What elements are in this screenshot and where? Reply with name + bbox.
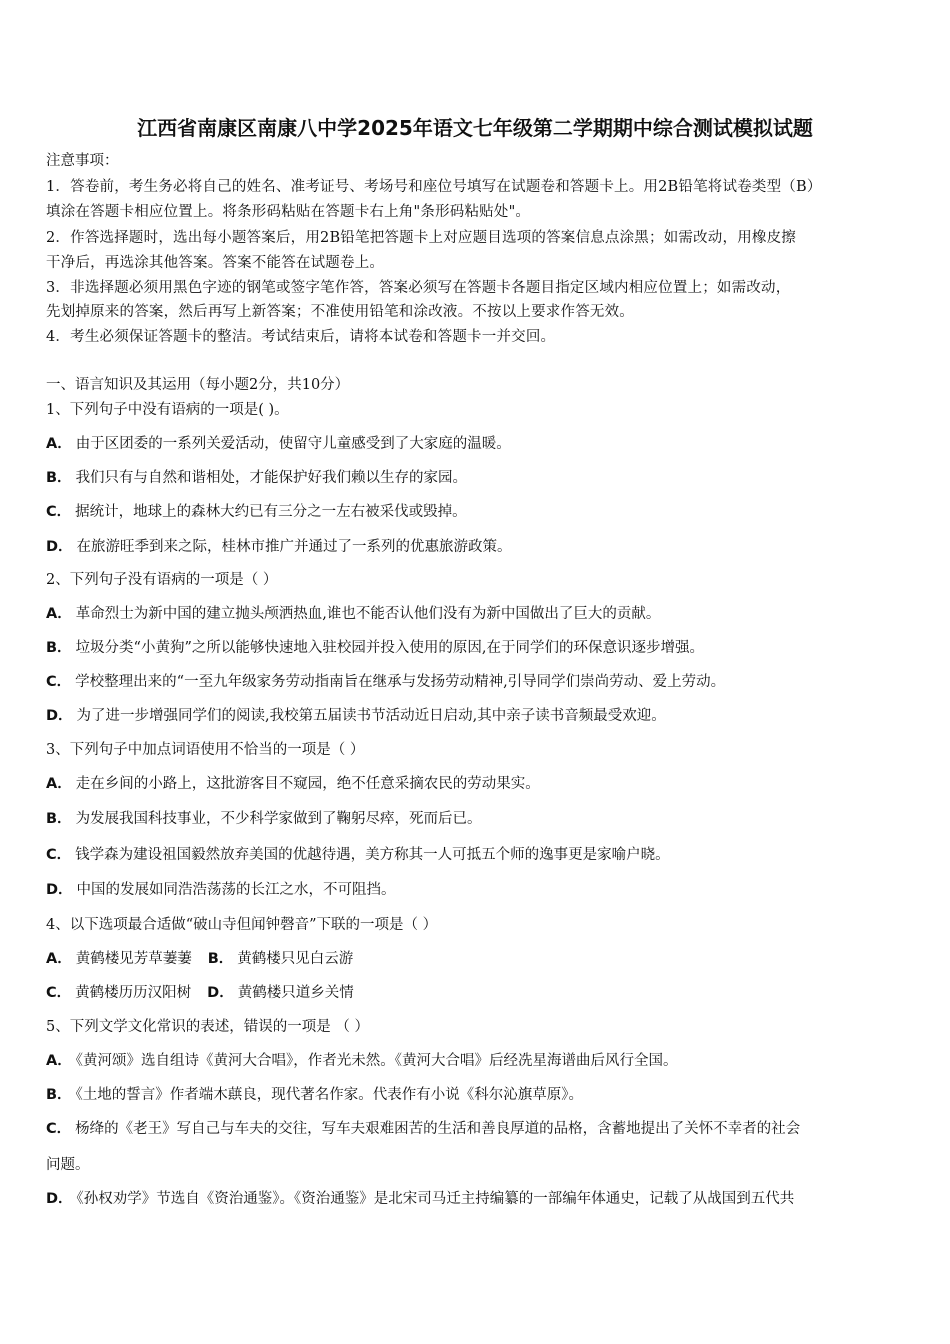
question-option xyxy=(46,672,725,692)
option-text: 垃圾分类“小黄狗”之所以能够快速地入驻校园并投入使用的原因,在于同学们的环保意识逐步增强。 xyxy=(75,640,704,656)
option-letter: D． xyxy=(46,1191,73,1207)
notice-line: 干净后，再选涂其他答案。答案不能答在试题卷上。 xyxy=(46,255,385,271)
option-text: 为了进一步增强同学们的阅读,我校第五届读书节活动近日启动,其中亲子读书音频最受欢迎。 xyxy=(76,708,666,724)
option-letter: C． xyxy=(46,1121,72,1137)
question-option xyxy=(46,774,540,794)
option-text: 《土地的誓言》作者端木蕻良，现代著名作家。代表作有小说《科尔沁旗草原》。 xyxy=(75,1087,584,1103)
option-letter: D． xyxy=(46,708,73,724)
option-text: 我们只有与自然和谐相处，才能保护好我们赖以生存的家园。 xyxy=(75,470,468,486)
question-option xyxy=(46,468,467,488)
question-stem: 2、下列句子没有语病的一项是（ ） xyxy=(46,572,278,588)
option-letter: A． xyxy=(46,1053,72,1069)
option-text: 黄鹤楼见芳草萋萋 xyxy=(75,951,192,967)
question-option xyxy=(46,1119,800,1139)
notice-heading: 注意事项： xyxy=(46,153,119,169)
notice-line: 先划掉原来的答案，然后再写上新答案；不准使用铅笔和涂改液。不按以上要求作答无效。 xyxy=(46,304,634,320)
option-text: 据统计，地球上的森林大约已有三分之一左右被采伐或毁掉。 xyxy=(75,504,467,520)
option-text: 中国的发展如同浩浩荡荡的长江之水，不可阻挡。 xyxy=(76,882,396,898)
option-letter: B． xyxy=(46,811,72,827)
option-text: 走在乡间的小路上，这批游客目不窥园，绝不任意采摘农民的劳动果实。 xyxy=(75,776,540,792)
notice-line: 3．非选择题必须用黑色字迹的钢笔或签字笔作答，答案必须写在答题卡各题目指定区域内相应位置上；如需改动， xyxy=(46,280,791,296)
question-option xyxy=(46,845,670,865)
option-text: 杨绛的《老王》写自己与车夫的交往，写车夫艰难困苦的生活和善良厚道的品格，含蓄地提出了关怀不幸者的社会 xyxy=(75,1121,801,1137)
option-text: 钱学森为建设祖国毅然放弃美国的优越待遇，美方称其一人可抵五个师的逸事更是家喻户晓。 xyxy=(75,847,670,863)
option-letter: B． xyxy=(46,470,72,486)
question-stem: 5、下列文学文化常识的表述，错误的一项是 （ ） xyxy=(46,1019,369,1035)
page-title: 江西省南康区南康八中学2025年语文七年级第二学期期中综合测试模拟试题 xyxy=(137,116,813,140)
option-letter: B． xyxy=(46,1087,72,1103)
question-option xyxy=(46,706,666,726)
question-stem: 1、下列句子中没有语病的一项是( )。 xyxy=(46,402,289,418)
option-text: 学校整理出来的“一至九年级家务劳动指南旨在继承与发扬劳动精神,引导同学们崇尚劳动、爱上劳动。 xyxy=(75,674,726,690)
section-heading: 一、语言知识及其运用（每小题2分，共10分） xyxy=(46,377,350,393)
option-text: 黄鹤楼只见白云游 xyxy=(237,951,354,967)
option-continuation: 问题。 xyxy=(46,1157,90,1173)
question-option xyxy=(46,537,512,557)
option-text: 革命烈士为新中国的建立抛头颅洒热血,谁也不能否认他们没有为新中国做出了巨大的贡献。 xyxy=(75,606,661,622)
option-text: 由于区团委的一系列关爱活动，使留守儿童感受到了大家庭的温暖。 xyxy=(75,436,511,452)
question-option xyxy=(46,1051,677,1071)
option-letter: A． xyxy=(46,436,72,452)
option-letter: A． xyxy=(46,776,72,792)
question-option xyxy=(46,1189,794,1209)
option-letter: A． xyxy=(46,951,72,967)
option-text: 《孙权劝学》节选自《资治通鉴》。《资治通鉴》是北宋司马迁主持编纂的一部编年体通史，记载了从战国到五代共 xyxy=(76,1191,795,1207)
option-letter: C． xyxy=(46,674,72,690)
question-option-row xyxy=(46,983,354,1003)
question-stem: 3、下列句子中加点词语使用不恰当的一项是（ ） xyxy=(46,742,365,758)
question-option xyxy=(46,434,511,454)
option-text: 《黄河颂》选自组诗《黄河大合唱》，作者光未然。《黄河大合唱》后经冼星海谱曲后风行全国。 xyxy=(75,1053,678,1069)
option-letter: D． xyxy=(207,985,234,1001)
question-stem: 4、以下选项最合适做“破山寺但闻钟磬音”下联的一项是（ ） xyxy=(46,917,438,933)
notice-line: 2．作答选择题时，选出每小题答案后，用2B铅笔把答题卡上对应题目选项的答案信息点涂黑；如需改动，用橡皮擦 xyxy=(46,230,797,246)
option-letter: A． xyxy=(46,606,72,622)
option-letter: D． xyxy=(46,882,73,898)
notice-line: 1．答卷前，考生务必将自己的姓名、准考证号、考场号和座位号填写在试题卷和答题卡上。用2B铅笔将试卷类型（B） xyxy=(46,179,822,195)
question-option xyxy=(46,809,482,829)
option-letter: B． xyxy=(46,640,72,656)
question-option xyxy=(46,880,396,900)
question-option xyxy=(46,502,467,522)
option-letter: C． xyxy=(46,985,72,1001)
option-text: 在旅游旺季到来之际，桂林市推广并通过了一系列的优惠旅游政策。 xyxy=(76,539,512,555)
question-option xyxy=(46,638,704,658)
option-text: 黄鹤楼历历汉阳树 xyxy=(75,985,192,1001)
notice-line: 填涂在答题卡相应位置上。将条形码粘贴在答题卡右上角"条形码粘贴处"。 xyxy=(46,204,531,220)
option-letter: B． xyxy=(207,951,234,967)
option-letter: C． xyxy=(46,847,72,863)
option-text: 为发展我国科技事业，不少科学家做到了鞠躬尽瘁，死而后已。 xyxy=(75,811,482,827)
option-text: 黄鹤楼只道乡关情 xyxy=(237,985,354,1001)
option-letter: D． xyxy=(46,539,73,555)
question-option xyxy=(46,1085,583,1105)
option-letter: C． xyxy=(46,504,72,520)
question-option-row xyxy=(46,949,353,969)
notice-line: 4．考生必须保证答题卡的整洁。考试结束后，请将本试卷和答题卡一并交回。 xyxy=(46,329,556,345)
question-option xyxy=(46,604,660,624)
